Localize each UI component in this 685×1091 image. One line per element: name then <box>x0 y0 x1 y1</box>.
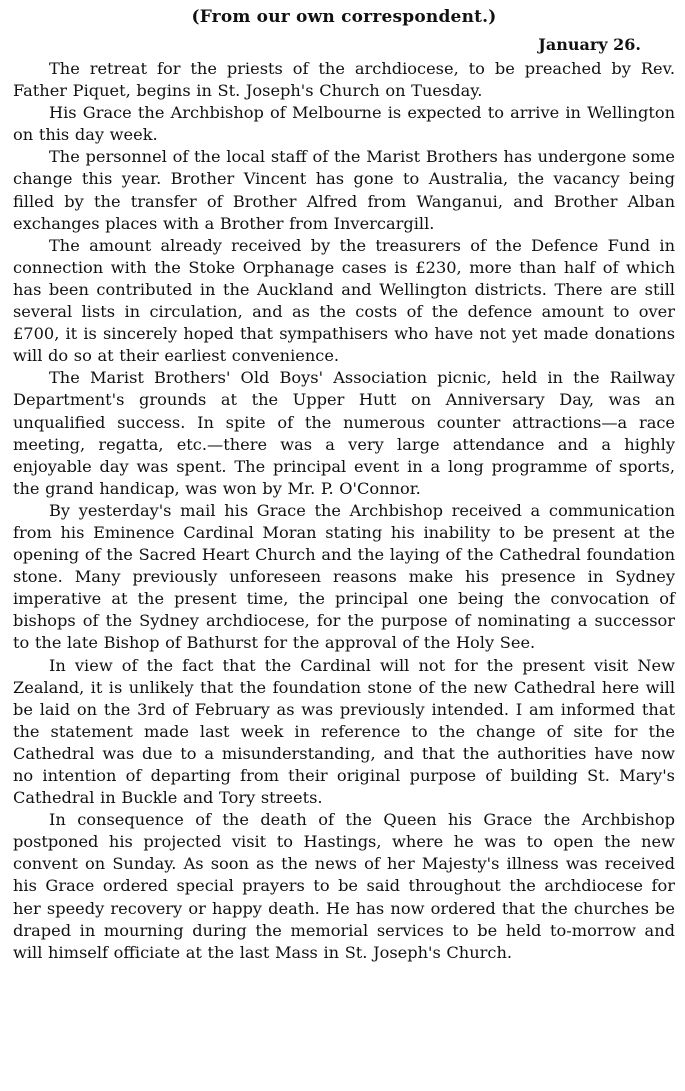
article-body <box>13 58 675 964</box>
paragraph-marist-staff: The personnel of the local staff of the Marist Brothers has undergone some change this year. Brother Vincent has gone to Australia, the vacancy being filled by the transfer of Brother Alfred from Wanganui, and Brother Alban exchanges places with a Brother from Invercargill. <box>13 147 675 233</box>
correspondent-note: (From our own correspondent.) <box>191 7 497 27</box>
paragraph-cathedral: In view of the fact that the Cardinal will not for the present visit New Zealand, it is unlikely that the foundation stone of the new Cathedral here will be laid on the 3rd of February as was previously intended. I am informed that the statement made last week in reference to the change of site for the Cathedral was due to a misunderstanding, and that the authorities have now no intention of departing from their original purpose of building St. Mary's Cathedral in Buckle and Tory streets. <box>13 655 675 808</box>
paragraph-defence-fund: The amount already received by the treasurers of the Defence Fund in connection with the Stoke Orphanage cases is £230, more than half of which has been contributed in the Auckland and Wellington districts. There are still several lists in circulation, and as the costs of the defence amount to over £700, it is sincerely hoped that sympathisers who have not yet made donations will do so at their earliest convenience. <box>13 235 675 366</box>
paragraph-queen-death: In consequence of the death of the Queen his Grace the Archbishop postponed his projected visit to Hastings, where he was to open the new convent on Sunday. As soon as the news of her Majesty's illness was received his Grace ordered special prayers to be said throughout the archdiocese for her speedy recovery or happy death. He has now ordered that the churches be draped in mourning during the memorial services to be held to-morrow and will himself officiate at the last Mass in St. Joseph's Church. <box>13 810 675 962</box>
paragraph-cardinal-moran: By yesterday's mail his Grace the Archbishop received a communication from his Eminence Cardinal Moran stating his inability to be present at the opening of the Sacred Heart Church and the laying of the Cathedral foundation stone. Many previously unforeseen reasons make his presence in Sydney imperative at the present time, the principal one being the convocation of bishops of the Sydney archdiocese, for the purpose of nominating a successor to the late Bishop of Bathurst for the approval of the Holy See. <box>13 500 675 653</box>
paragraph-retreat: The retreat for the priests of the archdiocese, to be preached by Rev. Father Piquet, begins in St. Joseph's Church on Tuesday. <box>13 59 675 101</box>
paragraph-archbishop-melbourne: His Grace the Archbishop of Melbourne is expected to arrive in Wellington on this day week. <box>13 103 675 145</box>
article-date: January 26. <box>538 35 641 54</box>
paragraph-picnic: The Marist Brothers' Old Boys' Association picnic, held in the Railway Department's grounds at the Upper Hutt on Anniversary Day, was an unqualified success. In spite of the numerous counter attractions—a race meeting, regatta, etc.—there was a very large attendance and a highly enjoyable day was spent. The principal event in a long programme of sports, the grand handicap, was won by Mr. P. O'Connor. <box>13 368 675 498</box>
